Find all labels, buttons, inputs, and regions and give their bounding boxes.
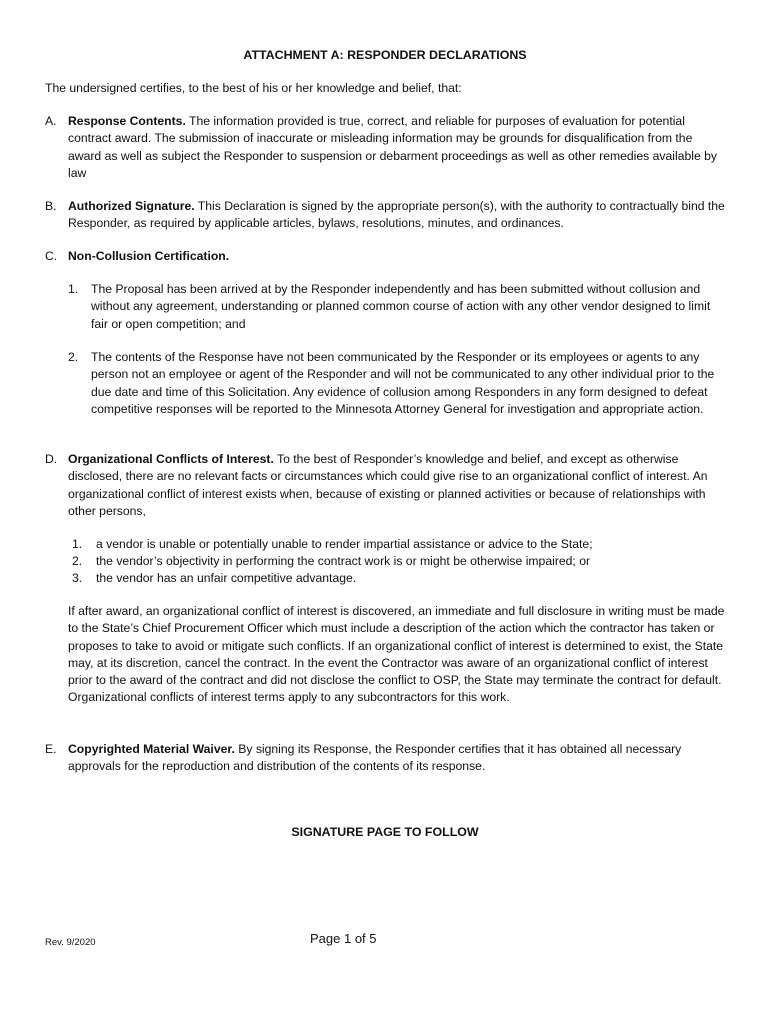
signature-page-note: SIGNATURE PAGE TO FOLLOW xyxy=(291,825,479,839)
section-text: This Declaration is signed by the appropriate person(s), with the authority to contractually bind the Responder, as required by applicable articles, bylaws, resolutions, minutes, and ordinances. xyxy=(68,199,725,231)
section-heading: Non-Collusion Certification. xyxy=(68,249,230,263)
section-body xyxy=(68,113,725,182)
section-body xyxy=(68,198,725,233)
section-heading: Authorized Signature. xyxy=(68,199,195,213)
item-number: 3. xyxy=(72,571,83,585)
collusion-item xyxy=(68,281,725,333)
revision-label: Rev. 9/2020 xyxy=(45,937,96,948)
intro-text: The undersigned certifies, to the best of his or her knowledge and belief, that: xyxy=(45,81,462,95)
section-body xyxy=(68,248,725,265)
section-letter: C. xyxy=(45,249,58,263)
section-text: The information provided is true, correct, and reliable for purposes of evaluation for potential contract award. The submission of inaccurate or misleading information may be grounds for disqualification from the award as well as subject the Responder to suspension or debarment proceedings as well as other remedies available by law xyxy=(68,114,718,180)
section-heading: Copyrighted Material Waiver. xyxy=(68,742,235,756)
item-number: 2. xyxy=(72,554,83,568)
section-body xyxy=(68,451,725,520)
section-letter: B. xyxy=(45,199,57,213)
conflict-item xyxy=(68,553,725,570)
page-number: Page 1 of 5 xyxy=(310,931,377,946)
item-text: the vendor’s objectivity in performing the contract work is or might be otherwise impaired; or xyxy=(96,554,591,568)
collusion-item xyxy=(68,349,725,418)
section-e xyxy=(45,741,725,776)
item-text: the vendor has an unfair competitive advantage. xyxy=(96,571,357,585)
section-letter: E. xyxy=(45,742,57,756)
section-body xyxy=(68,741,725,776)
item-text: a vendor is unable or potentially unable to render impartial assistance or advice to the State; xyxy=(96,537,593,551)
item-number: 1. xyxy=(68,282,79,296)
section-heading: Response Contents. xyxy=(68,114,186,128)
conflict-item xyxy=(68,570,725,587)
item-number: 1. xyxy=(72,537,83,551)
conflict-item xyxy=(68,536,725,553)
section-text: To the best of Responder’s knowledge and belief, and except as otherwise disclosed, there are no relevant facts or circumstances which could give rise to an organizational conflict of interest. An organizational conflict of interest exists when, because of existing or planned activities or because of relationships with other persons, xyxy=(68,452,708,518)
section-heading: Organizational Conflicts of Interest. xyxy=(68,452,274,466)
document-title: ATTACHMENT A: RESPONDER DECLARATIONS xyxy=(243,48,527,62)
item-text: The Proposal has been arrived at by the Responder independently and has been submitted without collusion and without any agreement, understanding or planned common course of action with any other vendor designed to limit fair or open competition; and xyxy=(91,282,711,331)
section-letter: D. xyxy=(45,452,58,466)
section-a xyxy=(45,113,725,182)
section-b xyxy=(45,198,725,233)
item-text: The contents of the Response have not been communicated by the Responder or its employees or agents to any person not an employee or agent of the Responder and will not be communicated to any other individual prior to the due date and time of this Solicitation. Any evidence of collusion among Responders in any form designed to defeat competitive responses will be reported to the Minnesota Attorney General for investigation and appropriate action. xyxy=(91,350,715,416)
item-number: 2. xyxy=(68,350,79,364)
conflict-paragraph: If after award, an organizational conflict of interest is discovered, an immediate and full disclosure in writing must be made to the State’s Chief Procurement Officer which must include a description of the action which the contractor has taken or proposes to take to avoid or mitigate such conflicts. If an organizational conflict of interest is determined to exist, the State may, at its discretion, cancel the contract. In the event the Contractor was aware of an organizational conflict of interest prior to the award of the contract and did not disclose the conflict to OSP, the State may terminate the contract for default. Organizational conflicts of interest terms apply to any subcontractors for this work. xyxy=(68,604,725,705)
section-c xyxy=(45,248,725,265)
section-letter: A. xyxy=(45,114,57,128)
section-text: By signing its Response, the Responder certifies that it has obtained all necessary approvals for the reproduction and distribution of the contents of its response. xyxy=(68,742,682,774)
section-d xyxy=(45,451,725,520)
